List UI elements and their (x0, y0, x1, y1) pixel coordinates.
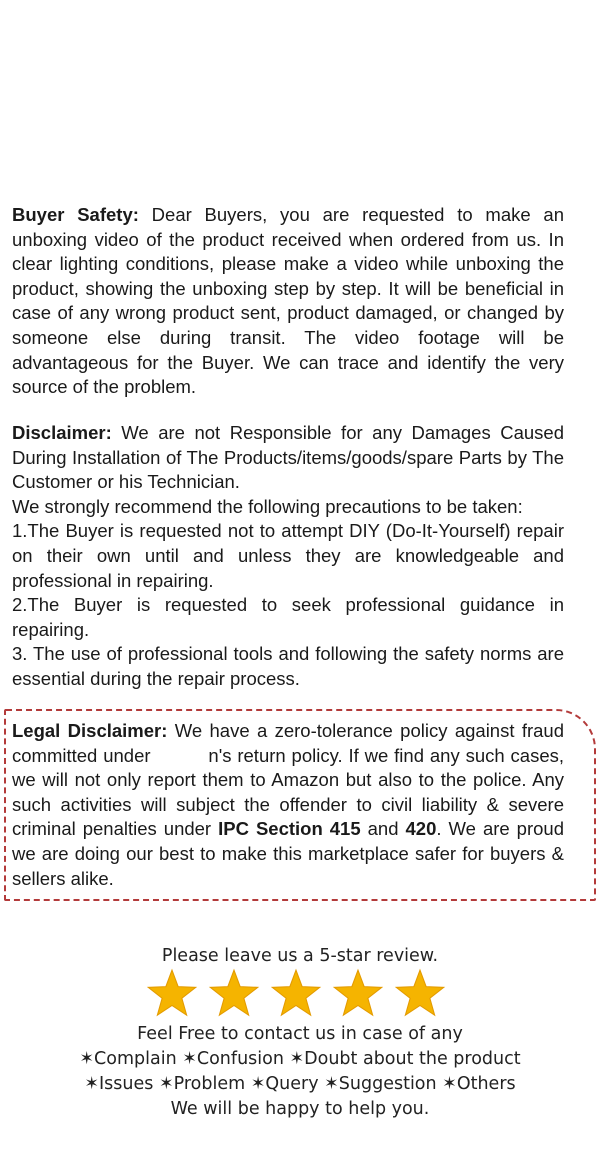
buyer-safety-text: Dear Buyers, you are requested to make an unboxing video of the product received when ordered from us. In clear lighting conditions, please make a video while unboxing the product, showing the unboxing step by step. It will be beneficial in case of any wrong product sent, product damaged, or changed by someone else during transit. The video footage will be advantageous for the Buyer. We can trace and identify the very source of the problem. (12, 204, 565, 398)
legal-disclaimer-paragraph (12, 719, 564, 891)
contact-line: Feel Free to contact us in case of any (137, 1024, 463, 1044)
legal-text-part: n's return policy. If we find any such cases, we will not only report them to Amazon but also to the police. Any such activities will subject the offender to civil liability & severe criminal penalties under (12, 744, 564, 840)
precaution-item: 1.The Buyer is requested not to attempt DIY (Do-It-Yourself) repair on their own until and unless they are knowledgeable and professional in repairing. (12, 520, 564, 591)
review-request: Please leave us a 5-star review. (161, 946, 439, 966)
star-icon (394, 968, 446, 1020)
precaution-item: 3. The use of professional tools and following the safety norms are essential during the repair process. (12, 643, 564, 689)
precaution-item: 2.The Buyer is requested to seek professional guidance in repairing. (12, 594, 564, 640)
disclaimer-section (12, 421, 564, 692)
disclaimer-paragraph (12, 421, 564, 495)
star-icon (146, 968, 198, 1020)
disclaimer-text: We are not Responsible for any Damages Caused During Installation of The Products/items/goods/spare Parts by The Customer or his Technician. (12, 422, 564, 493)
buyer-safety-section (12, 203, 564, 400)
contact-section (0, 1022, 600, 1122)
legal-text-part: We have a zero-tolerance policy against fraud committed under (12, 720, 564, 766)
disclaimer-heading: Disclaimer: (12, 422, 112, 443)
contact-closing-line: We will be happy to help you. (170, 1099, 430, 1119)
star-icon (270, 968, 322, 1020)
contact-categories-line: ✶Complain ✶Confusion ✶Doubt about the product (79, 1049, 521, 1069)
buyer-safety-heading: Buyer Safety: (12, 204, 139, 225)
star-icon (332, 968, 384, 1020)
buyer-safety-paragraph (12, 203, 564, 400)
section-420-highlight: 420 (405, 818, 437, 840)
contact-categories-line: ✶Issues ✶Problem ✶Query ✶Suggestion ✶Others (84, 1074, 516, 1094)
star-icon (208, 968, 260, 1020)
legal-disclaimer-heading: Legal Disclaimer: (12, 720, 168, 741)
legal-text-part: and (360, 818, 406, 840)
five-star-rating (146, 968, 446, 1024)
legal-disclaimer-section (12, 719, 564, 891)
ipc-section-highlight: IPC Section 415 (218, 818, 361, 840)
legal-text-part: . We are proud we are doing our best to make this marketplace safer for buyers & sellers alike. (12, 818, 564, 889)
precautions-intro: We strongly recommend the following precautions to be taken: (12, 495, 523, 517)
